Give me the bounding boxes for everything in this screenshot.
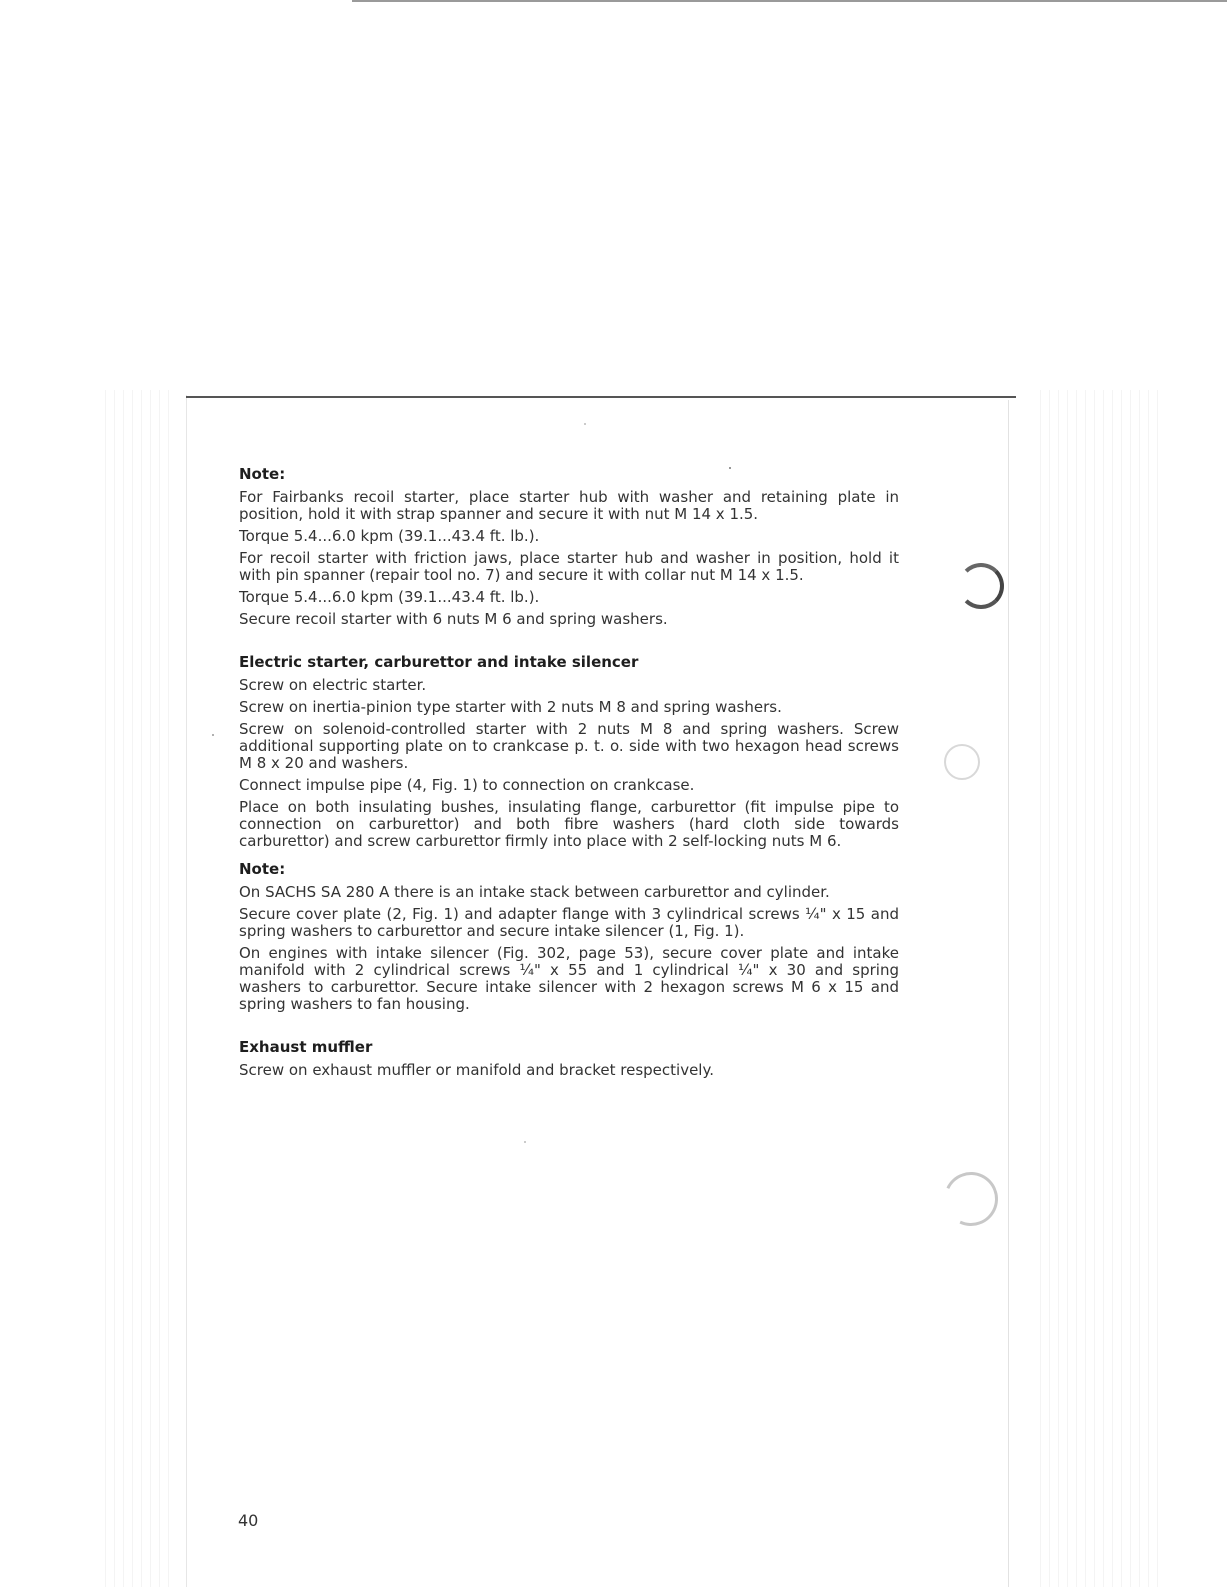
scan-edge-right xyxy=(1040,390,1160,1587)
note-line: On engines with intake silencer (Fig. 302, page 53), secure cover plate and intake manifold with 2 cylindrical screws ¼" x 55 and 1 cylindrical ¼" x 30 and spring washers to carburettor. Secure intake silencer with 2 hexagon screws M 6 x 15 and spring washers to fan housing. xyxy=(239,944,899,1013)
note-line: For recoil starter with friction jaws, place starter hub and washer in position, hold it with pin spanner (repair tool no. 7) and secure it with collar nut M 14 x 1.5. xyxy=(239,549,899,584)
scan-speck xyxy=(584,423,586,425)
note-heading: Note: xyxy=(239,465,286,483)
section-line: Connect impulse pipe (4, Fig. 1) to connection on crankcase. xyxy=(239,776,695,794)
note-line: For Fairbanks recoil starter, place starter hub with washer and retaining plate in position, hold it with strap spanner and secure it with nut M 14 x 1.5. xyxy=(239,488,899,523)
binder-hole-icon xyxy=(944,744,980,780)
scan-edge-left xyxy=(105,390,175,1587)
section-line: Screw on exhaust muffler or manifold and bracket respectively. xyxy=(239,1061,714,1079)
scan-speck xyxy=(212,734,214,736)
scan-speck xyxy=(524,1141,526,1143)
section-line: Place on both insulating bushes, insulating flange, carburettor (fit impulse pipe to connection on carburettor) and both fibre washers (hard cloth side towards carburettor) and screw carburettor firmly into place with 2 self-locking nuts M 6. xyxy=(239,798,899,850)
document-body xyxy=(239,464,899,1079)
note-heading: Note: xyxy=(239,860,286,878)
note-line: Secure recoil starter with 6 nuts M 6 and spring washers. xyxy=(239,610,668,628)
section-line: Screw on electric starter. xyxy=(239,676,427,694)
scan-top-rule xyxy=(352,0,1227,2)
page-right-edge xyxy=(1008,400,1009,1587)
note-line: On SACHS SA 280 A there is an intake stack between carburettor and cylinder. xyxy=(239,883,830,901)
section-heading-exhaust-muffler: Exhaust muffler xyxy=(239,1038,373,1056)
section-line: Screw on solenoid-controlled starter with 2 nuts M 8 and spring washers. Screw additional supporting plate on to crankcase p. t. o. side with two hexagon head screws M 8 x 20 and washers. xyxy=(239,720,899,772)
binder-hole-icon xyxy=(958,563,1004,609)
page-top-border xyxy=(186,396,1016,398)
section-line: Screw on inertia-pinion type starter with 2 nuts M 8 and spring washers. xyxy=(239,698,782,716)
note-line: Torque 5.4...6.0 kpm (39.1...43.4 ft. lb.). xyxy=(239,588,540,606)
page-number: 40 xyxy=(238,1511,259,1530)
section-heading-electric-starter: Electric starter, carburettor and intake silencer xyxy=(239,653,639,671)
note-line: Torque 5.4...6.0 kpm (39.1...43.4 ft. lb.). xyxy=(239,527,540,545)
note-line: Secure cover plate (2, Fig. 1) and adapter flange with 3 cylindrical screws ¼" x 15 and spring washers to carburettor and secure intake silencer (1, Fig. 1). xyxy=(239,905,899,940)
